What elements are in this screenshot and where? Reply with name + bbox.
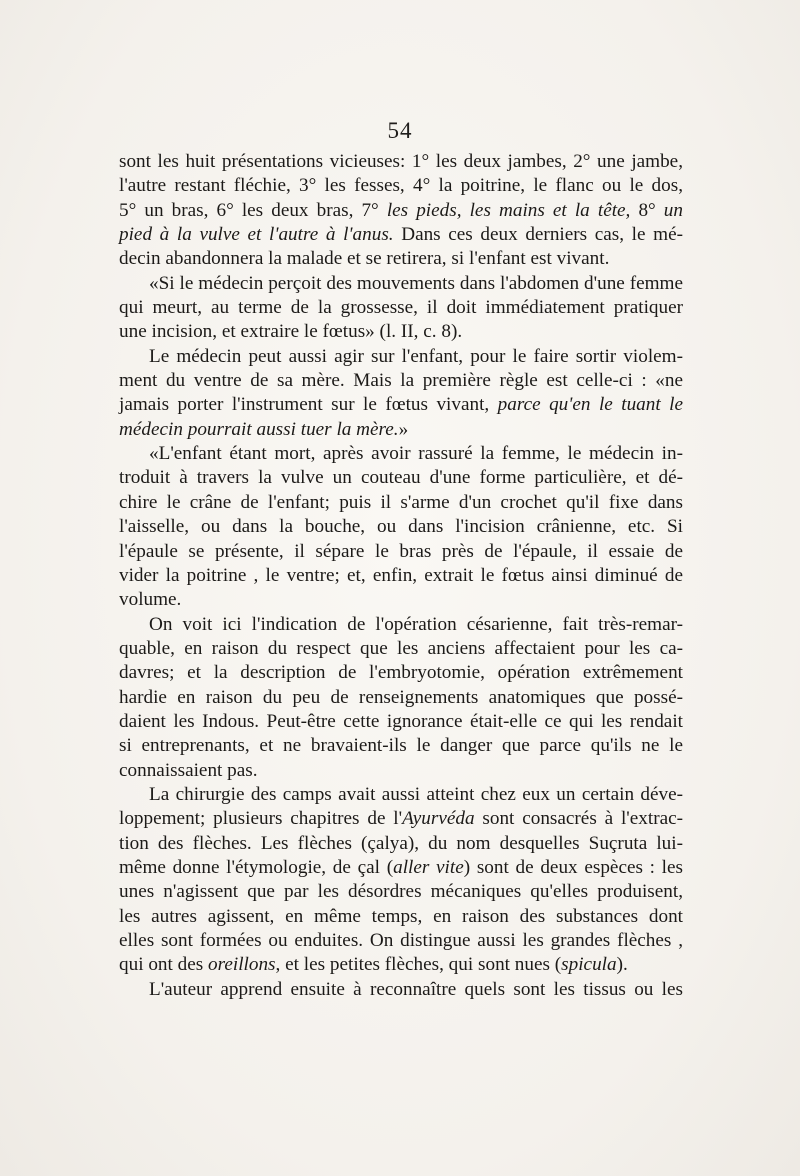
text-line xyxy=(119,734,683,758)
text-line xyxy=(119,783,683,807)
paragraph xyxy=(119,613,683,783)
italic-text: aller vite xyxy=(393,856,464,878)
italic-text: Ayurvéda xyxy=(402,808,475,830)
text-line xyxy=(119,856,683,880)
text-line xyxy=(119,929,683,953)
text-segment: une incision, et extraire le fœtus» (l. II, c. 8). xyxy=(119,321,463,343)
text-line xyxy=(119,150,683,174)
text-line xyxy=(119,272,683,296)
text-segment: l'autre restant fléchie, 3° les fesses, 4° la poitrine, le flanc ou le dos, xyxy=(119,175,683,197)
text-segment: sont les huit présentations vicieuses: 1° les deux jambes, 2° une jambe, xyxy=(119,151,683,172)
text-line xyxy=(119,710,683,734)
italic-text: spicula xyxy=(561,954,617,976)
text-segment: l'épaule se présente, il sépare le bras près de l'épaule, il essaie de xyxy=(119,540,683,562)
text-segment: connaissaient pas. xyxy=(119,759,258,781)
text-segment: On voit ici l'indication de l'opération césarienne, fait très-remar- xyxy=(149,613,683,635)
text-line xyxy=(119,320,683,344)
text-segment: troduit à travers la vulve un couteau d'une forme particulière, et dé- xyxy=(119,467,683,489)
italic-text: pied à la vulve et l'autre à l'anus. xyxy=(119,224,394,246)
paragraph xyxy=(119,442,683,612)
text-line xyxy=(119,442,683,466)
text-segment: unes n'agissent que par les désordres mécaniques qu'elles produisent, xyxy=(119,881,683,903)
text-line xyxy=(119,247,683,271)
text-segment: ). xyxy=(616,954,628,976)
text-segment: daient les Indous. Peut-être cette ignorance était-elle ce qui les rendait xyxy=(119,710,683,732)
text-segment: 8° xyxy=(630,199,664,221)
text-segment: decin abandonnera la malade et se retirera, si l'enfant est vivant. xyxy=(119,248,610,270)
text-segment: les autres agissent, en même temps, en raison des substances dont xyxy=(119,905,683,927)
text-segment: l'aisselle, ou dans la bouche, ou dans l'incision crânienne, etc. Si xyxy=(119,516,683,538)
text-line xyxy=(119,223,683,247)
page-number: 54 xyxy=(387,118,413,143)
text-line xyxy=(119,759,683,783)
body-text xyxy=(119,150,683,1002)
text-line xyxy=(119,807,683,831)
text-line xyxy=(119,491,683,515)
text-line xyxy=(119,832,683,856)
text-line xyxy=(119,953,683,977)
text-segment: sont consacrés à l'extrac- xyxy=(474,808,684,830)
paragraph xyxy=(119,978,683,1002)
text-segment: Dans ces deux derniers cas, le mé- xyxy=(393,224,683,246)
text-line xyxy=(119,515,683,539)
text-segment: davres; et la description de l'embryotomie, opération extrêmement xyxy=(119,662,683,684)
text-segment: chire le crâne de l'enfant; puis il s'arme d'un crochet qu'il fixe dans xyxy=(119,491,683,513)
text-line xyxy=(119,686,683,710)
paragraph xyxy=(119,272,683,345)
text-line xyxy=(119,905,683,929)
text-line xyxy=(119,174,683,198)
text-segment: vider la poitrine , le ventre; et, enfin, extrait le fœtus ainsi diminué de xyxy=(119,564,683,586)
text-segment: jamais porter l'instrument sur le fœtus vivant, xyxy=(119,394,498,416)
text-segment: 5° un bras, 6° les deux bras, 7° xyxy=(119,199,387,221)
text-line xyxy=(119,369,683,393)
text-line xyxy=(119,564,683,588)
text-segment: tion des flèches. Les flèches (çalya), du nom desquelles Suçruta lui- xyxy=(119,832,683,854)
text-segment: qui ont des xyxy=(119,954,209,976)
text-line xyxy=(119,613,683,637)
text-segment: » xyxy=(398,418,409,440)
paragraph xyxy=(119,783,683,978)
text-line xyxy=(119,466,683,490)
text-segment: elles sont formées ou enduites. On distingue aussi les grandes flèches , xyxy=(119,930,683,951)
italic-text: oreillons xyxy=(208,954,276,976)
text-segment: même donne l'étymologie, de çal ( xyxy=(119,856,394,878)
text-line xyxy=(119,661,683,685)
text-line xyxy=(119,588,683,612)
text-segment: si entreprenants, et ne bravaient-ils le danger que parce qu'ils ne le xyxy=(119,735,683,757)
text-line xyxy=(119,880,683,904)
text-line xyxy=(119,418,683,442)
text-segment: Le médecin peut aussi agir sur l'enfant, pour le faire sortir violem- xyxy=(149,345,683,367)
italic-text: un xyxy=(663,199,683,221)
italic-text: médecin pourrait aussi tuer la mère. xyxy=(119,418,399,440)
text-line xyxy=(119,978,683,1002)
text-line xyxy=(119,199,683,223)
text-line xyxy=(119,345,683,369)
italic-text: les pieds, les mains et la tête, xyxy=(386,199,631,221)
text-line xyxy=(119,637,683,661)
paragraph xyxy=(119,150,683,272)
text-line xyxy=(119,296,683,320)
text-segment: ) sont de deux espèces : les xyxy=(463,856,683,878)
text-segment: loppement; plusieurs chapitres de l' xyxy=(119,808,403,830)
text-segment: , et les petites flèches, qui sont nues ( xyxy=(275,954,562,976)
text-segment: qui meurt, au terme de la grossesse, il doit immédiatement pratiquer xyxy=(119,297,683,319)
text-segment: La chirurgie des camps avait aussi atteint chez eux un certain déve- xyxy=(149,783,683,805)
text-segment: «Si le médecin perçoit des mouvements dans l'abdomen d'une femme xyxy=(149,272,683,294)
text-segment: quable, en raison du respect que les anciens affectaient pour les ca- xyxy=(119,637,683,659)
text-segment: «L'enfant étant mort, après avoir rassuré la femme, le médecin in- xyxy=(149,443,683,465)
text-segment: volume. xyxy=(119,589,182,611)
text-line xyxy=(119,540,683,564)
paragraph xyxy=(119,345,683,442)
text-segment: L'auteur apprend ensuite à reconnaître quels sont les tissus ou les xyxy=(149,978,683,1000)
text-segment: hardie en raison du peu de renseignements anatomiques que possé- xyxy=(119,686,683,708)
text-segment: ment du ventre de sa mère. Mais la première règle est celle-ci : «ne xyxy=(119,370,683,392)
text-line xyxy=(119,393,683,417)
italic-text: parce qu'en le tuant le xyxy=(497,394,683,416)
